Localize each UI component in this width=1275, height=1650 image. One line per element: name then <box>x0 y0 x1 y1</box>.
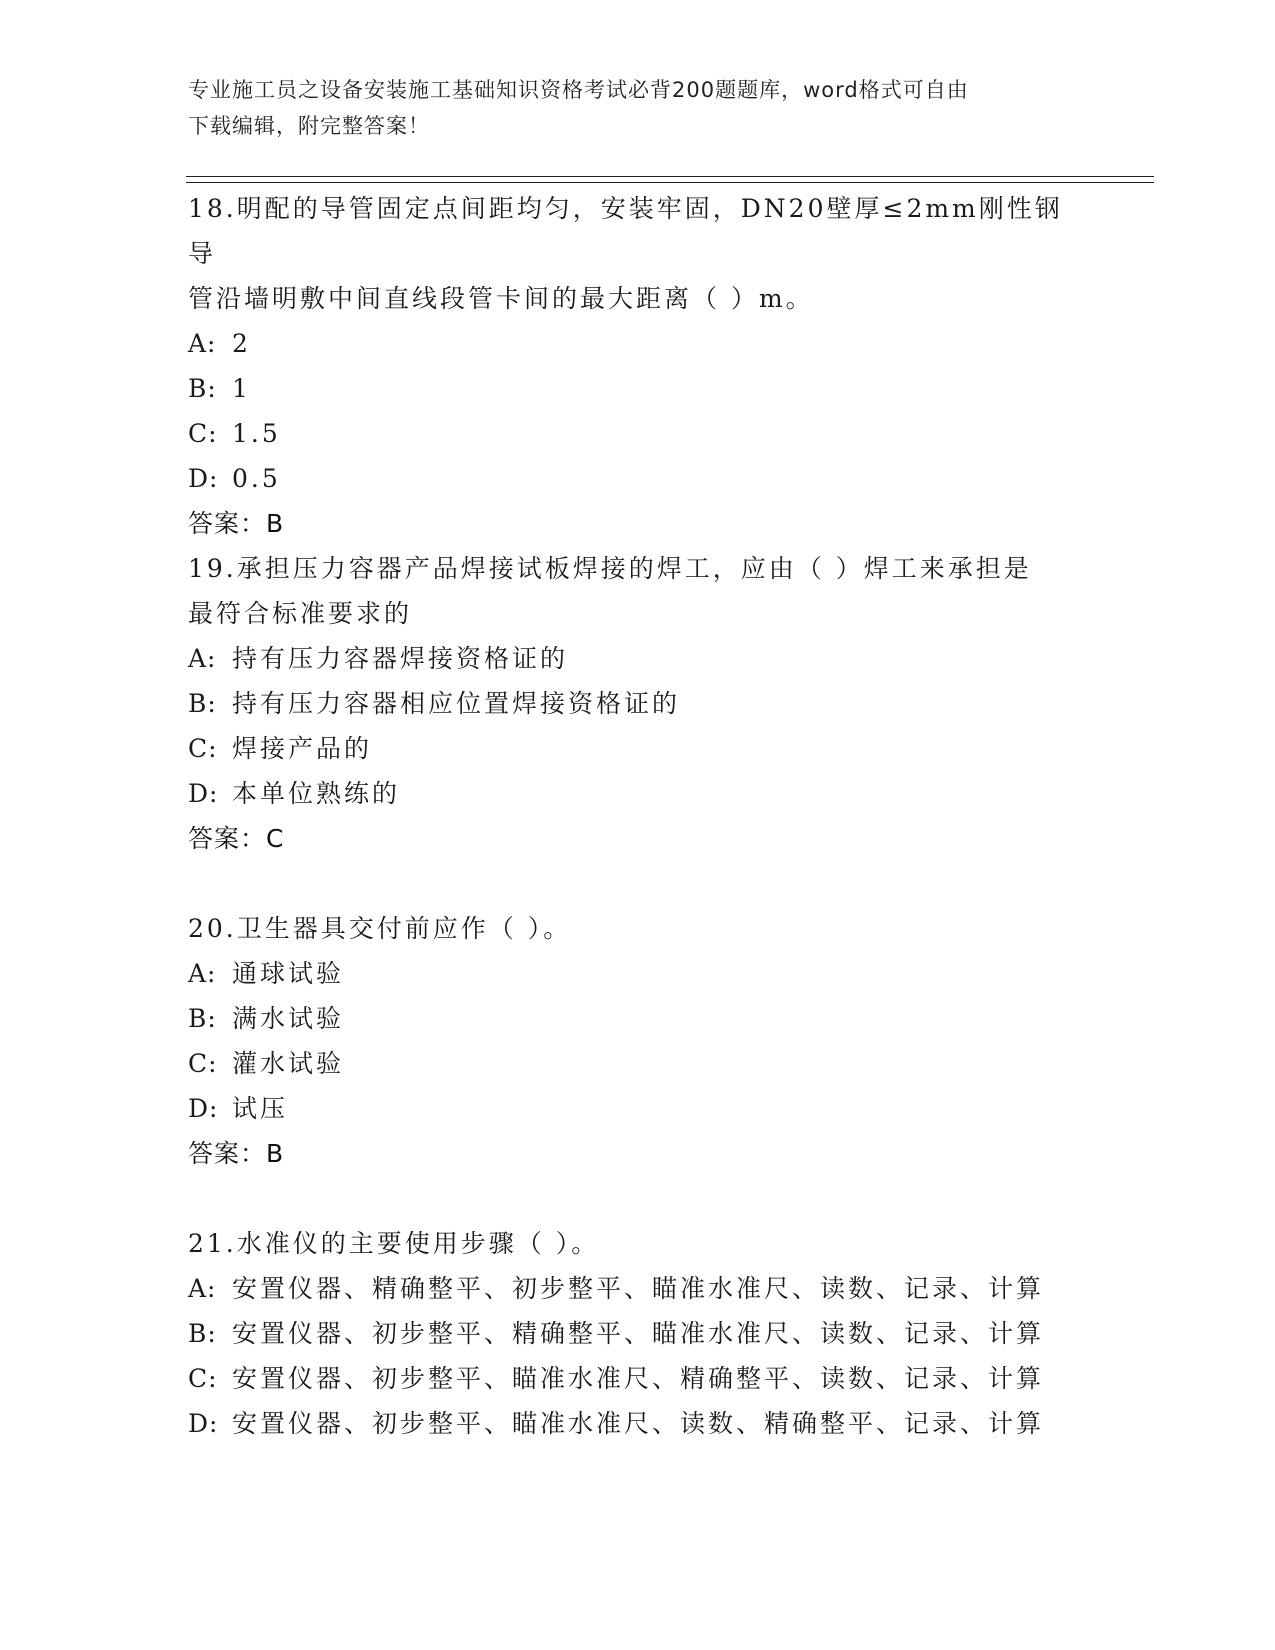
option-letter: B: <box>188 689 217 718</box>
option-c <box>188 1041 1088 1086</box>
option-c <box>188 411 1088 456</box>
option-letter: A: <box>188 329 217 358</box>
question-20 <box>188 906 1088 1176</box>
option-letter: B: <box>188 1319 217 1348</box>
option-c <box>188 726 1088 771</box>
option-letter: B: <box>188 374 217 403</box>
option-letter: B: <box>188 1004 217 1033</box>
option-d <box>188 456 1088 501</box>
option-text: 安置仪器、初步整平、瞄准水准尺、精确整平、读数、记录、计算 <box>232 1364 1045 1393</box>
option-text: 1 <box>232 374 251 403</box>
answer-line: 答案：B <box>188 1139 285 1168</box>
option-b <box>188 366 1088 411</box>
option-d <box>188 1401 1088 1446</box>
option-text: 0.5 <box>232 464 281 493</box>
option-text: 满水试验 <box>232 1004 345 1033</box>
option-a <box>188 636 1088 681</box>
header-rule-top <box>186 176 1154 177</box>
question-18 <box>188 186 1088 546</box>
option-letter: C: <box>188 419 218 448</box>
option-letter: D: <box>188 1094 219 1123</box>
option-text: 焊接产品的 <box>232 734 373 763</box>
option-letter: D: <box>188 779 219 808</box>
document-header <box>188 72 1088 144</box>
question-stem-line: 18.明配的导管固定点间距均匀，安装牢固，DN20壁厚≤2mm刚性钢导 <box>188 194 1063 268</box>
option-text: 试压 <box>232 1094 289 1123</box>
option-text: 本单位熟练的 <box>232 779 401 808</box>
option-b <box>188 996 1088 1041</box>
question-stem-line: 管沿墙明敷中间直线段管卡间的最大距离（ ）m。 <box>188 284 814 313</box>
question-stem-line: 最符合标准要求的 <box>188 599 413 628</box>
option-letter: A: <box>188 959 217 988</box>
option-text: 2 <box>232 329 251 358</box>
option-d <box>188 771 1088 816</box>
option-text: 通球试验 <box>232 959 345 988</box>
option-text: 安置仪器、初步整平、瞄准水准尺、读数、精确整平、记录、计算 <box>232 1409 1045 1438</box>
option-c <box>188 1356 1088 1401</box>
option-letter: C: <box>188 734 218 763</box>
option-letter: C: <box>188 1049 218 1078</box>
option-text: 安置仪器、初步整平、精确整平、瞄准水准尺、读数、记录、计算 <box>232 1319 1045 1348</box>
option-letter: A: <box>188 644 217 673</box>
option-b <box>188 1311 1088 1356</box>
question-stem-line: 21.水准仪的主要使用步骤（ ）。 <box>188 1229 600 1258</box>
answer-line: 答案：C <box>188 824 285 853</box>
answer-line: 答案：B <box>188 509 285 538</box>
option-text: 安置仪器、精确整平、初步整平、瞄准水准尺、读数、记录、计算 <box>232 1274 1045 1303</box>
option-d <box>188 1086 1088 1131</box>
option-a <box>188 951 1088 996</box>
option-text: 持有压力容器相应位置焊接资格证的 <box>232 689 681 718</box>
header-line-1: 专业施工员之设备安装施工基础知识资格考试必背200题题库，word格式可自由 <box>188 78 969 102</box>
question-19 <box>188 546 1088 861</box>
question-stem-line: 19.承担压力容器产品焊接试板焊接的焊工，应由（ ）焊工来承担是 <box>188 554 1032 583</box>
option-letter: D: <box>188 464 219 493</box>
option-text: 1.5 <box>232 419 281 448</box>
header-rule-bottom <box>186 182 1154 183</box>
option-b <box>188 681 1088 726</box>
header-line-2: 下载编辑，附完整答案！ <box>188 114 430 138</box>
option-text: 灌水试验 <box>232 1049 345 1078</box>
option-letter: C: <box>188 1364 218 1393</box>
option-a <box>188 1266 1088 1311</box>
option-letter: D: <box>188 1409 219 1438</box>
question-stem-line: 20.卫生器具交付前应作（ ）。 <box>188 914 572 943</box>
option-text: 持有压力容器焊接资格证的 <box>232 644 569 673</box>
question-21 <box>188 1221 1088 1446</box>
option-a <box>188 321 1088 366</box>
option-letter: A: <box>188 1274 217 1303</box>
